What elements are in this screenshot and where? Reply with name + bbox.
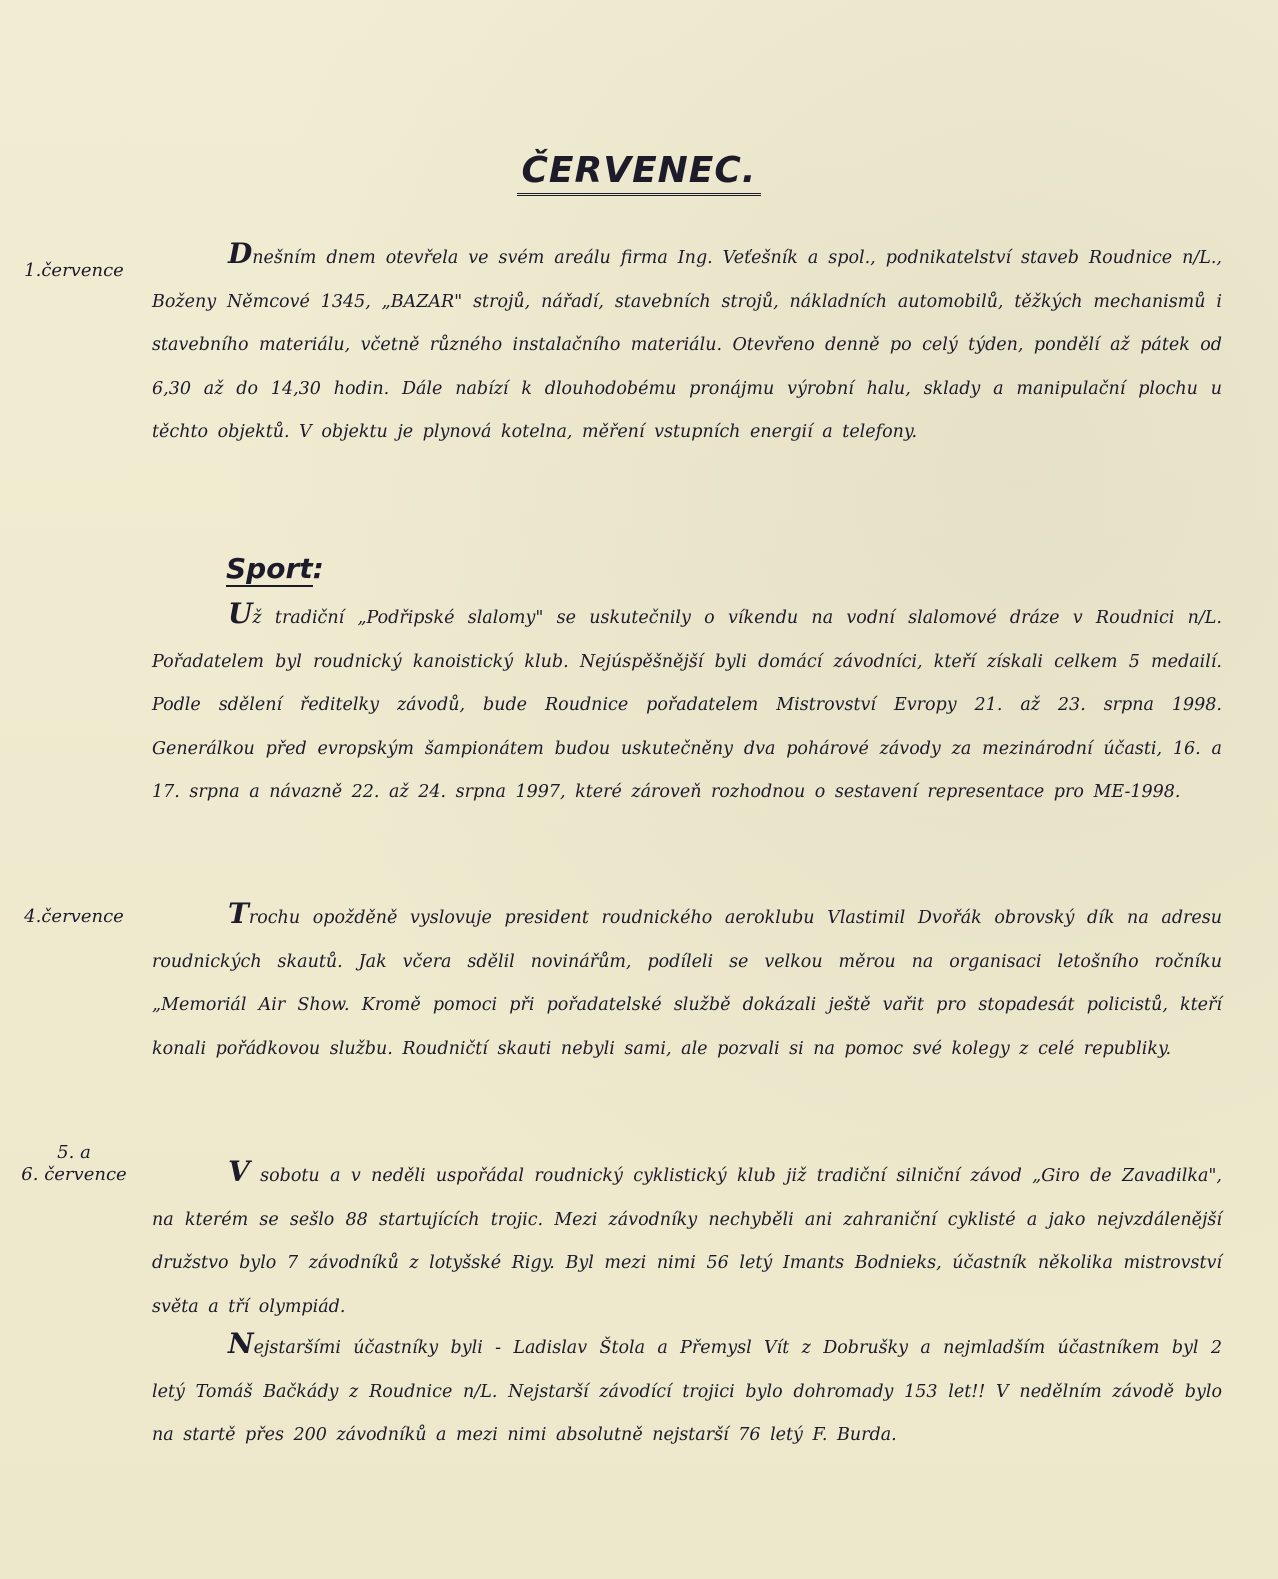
section-heading-sport [226, 552, 324, 585]
paragraph-4 [152, 1150, 1222, 1329]
page-title-wrap [0, 150, 1278, 196]
date-label-1: 1.července [24, 260, 124, 281]
paragraph-2 [152, 592, 1222, 815]
drop-cap: V [228, 1155, 250, 1188]
paragraph-text: sobotu a v neděli uspořádal roudnický cyklistický klub již tradiční silniční závod „Giro de Zavadilka", na kterém se sešlo 88 startujících trojic. Mezi závodníky nechyběli ani zahraniční cyklisté a jako nejvzdálenější družstvo bylo 7 závodníků z lotyšské Rigy. Byl mezi nimi 56 letý Imants Bodnieks, účastník několika mistrovství světa a tří olympiád. [152, 1166, 1222, 1317]
date-label-2: 4.července [24, 906, 124, 927]
date-label-3 [14, 1142, 134, 1186]
paragraph-text: ejstaršími účastníky byli - Ladislav Štola a Přemysl Vít z Dobrušky a nejmladším účastníkem byl 2 letý Tomáš Bačkády z Roudnice n/L. Nejstarší závodící trojici bylo dohromady 153 let!! V nedělním závodě bylo na startě přes 200 závodníků a mezi nimi absolutně nejstarší 76 letý F. Burda. [152, 1338, 1222, 1445]
paragraph-text: ž tradiční „Podřipské slalomy" se uskutečnily o víkendu na vodní slalomové dráze v Roudnici n/L. Pořadatelem byl roudnický kanoistický klub. Nejúspěšnější byli domácí závodníci, kteří získali celkem 5 medailí. Podle sdělení ředitelky závodů, bude Roudnice pořadatelem Mistrovství Evropy 21. až 23. srpna 1998. Generálkou před evropským šampionátem budou uskutečněny dva pohárové závody za mezinárodní účasti, 16. a 17. srpna a návazně 22. až 24. srpna 1997, které zároveň rozhodnou o sestavení representace pro ME-1998. [152, 608, 1222, 802]
page-title: ČERVENEC. [517, 150, 760, 196]
drop-cap: T [228, 897, 249, 930]
date-label-line-2: 6. července [21, 1164, 127, 1185]
drop-cap: N [228, 1327, 254, 1360]
paragraph-text: nešním dnem otevřela ve svém areálu firma Ing. Veťešník a spol., podnikatelství staveb Roudnice n/L., Boženy Němcové 1345, „BAZAR" strojů, nářadí, stavebních strojů, nákladních automobilů, těžkých mechanismů i stavebního materiálu, včetně různého instalačního materiálu. Otevřeno denně po celý týden, pondělí až pátek od 6,30 až do 14,30 hodin. Dále nabízí k dlouhodobému pronájmu výrobní halu, sklady a manipulační plochu u těchto objektů. V objektu je plynová kotelna, měření vstupních energií a telefony. [152, 248, 1222, 442]
section-heading-text: Sport [226, 552, 313, 585]
drop-cap: U [228, 597, 253, 630]
paragraph-1 [152, 232, 1222, 455]
drop-cap: D [228, 237, 253, 270]
paragraph-5 [152, 1322, 1222, 1458]
paragraph-3 [152, 892, 1222, 1071]
paragraph-text: rochu opožděně vyslovuje president roudnického aeroklubu Vlastimil Dvořák obrovský dík na adresu roudnických skautů. Jak včera sdělil novinářům, podíleli se velkou měrou na organisaci letošního ročníku „Memoriál Air Show. Kromě pomoci při pořadatelské službě dokázali ještě vařit pro stopadesát policistů, kteří konali pořádkovou službu. Roudničtí skauti nebyli sami, ale pozvali si na pomoc své kolegy z celé republiky. [152, 908, 1222, 1059]
section-heading-suffix: : [312, 552, 324, 585]
date-label-line-1: 5. a [57, 1142, 91, 1163]
